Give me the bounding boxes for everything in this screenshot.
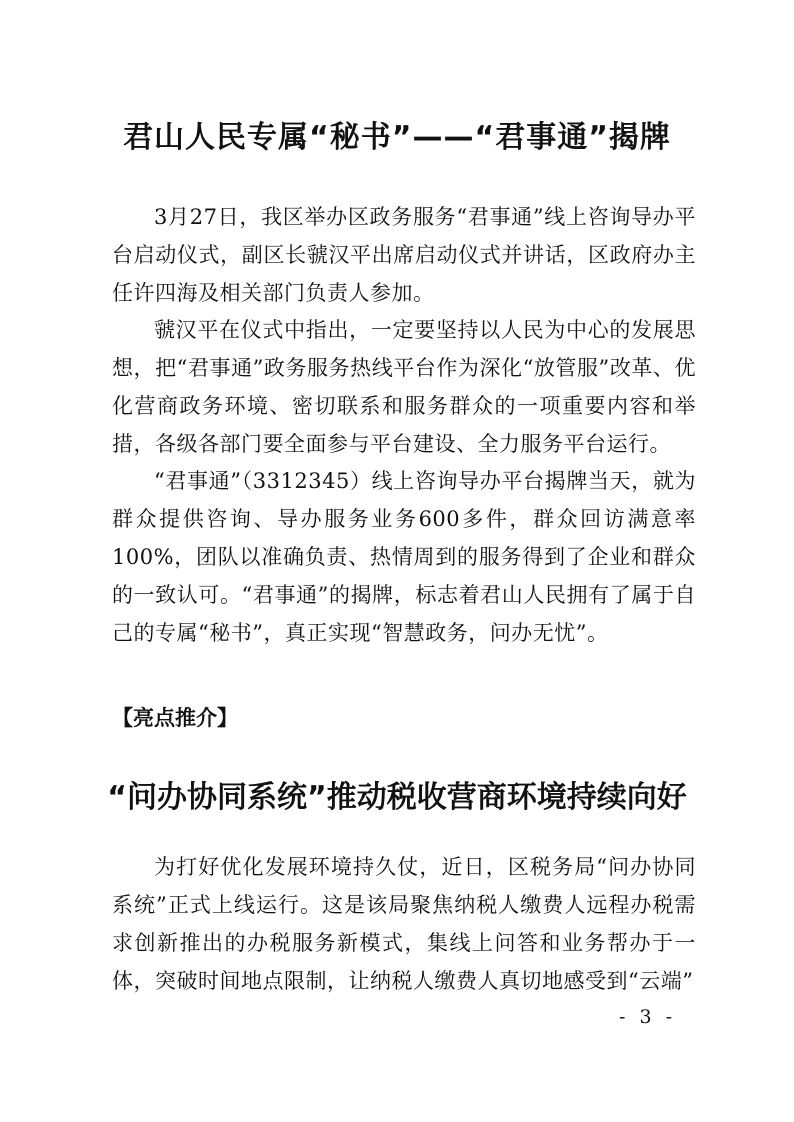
article-paragraph: 虢汉平在仪式中指出，一定要坚持以人民为中心的发展思想，把“君事通”政务服务热线平台作为深化“放管服”改革、优化营商政务环境、密切联系和服务群众的一项重要内容和举措，各级各部门要全面参与平台建设、全力服务平台运行。 bbox=[112, 318, 696, 456]
article-paragraph: 为打好优化发展环境持久仗，近日，区税务局“问办协同系统”正式上线运行。这是该局聚焦纳税人缴费人远程办税需求创新推出的办税服务新模式，集线上问答和业务帮办于一体，突破时间地点限制，让纳税人缴费人真切地感受到“云端” bbox=[112, 855, 696, 993]
article-paragraph: “君事通”（3312345）线上咨询导办平台揭牌当天，就为群众提供咨询、导办服务业务600多件，群众回访满意率100%，团队以准确负责、热情周到的服务得到了企业和群众的一致认可。“君事通”的揭牌，标志着君山人民拥有了属于自己的专属“秘书”，真正实现“智慧政务，问办无忧”。 bbox=[112, 469, 696, 645]
article-paragraph: 3月27日，我区举办区政务服务“君事通”线上咨询导办平台启动仪式，副区长虢汉平出席启动仪式并讲话，区政府办主任许四海及相关部门负责人参加。 bbox=[112, 205, 696, 305]
article-title: “问办协同系统”推动税收营商环境持续向好 bbox=[107, 780, 687, 815]
page-number: - 3 - bbox=[618, 1006, 676, 1028]
section-label: 【亮点推介】 bbox=[112, 706, 238, 730]
article-title: 君山人民专属“秘书”——“君事通”揭牌 bbox=[123, 120, 671, 155]
